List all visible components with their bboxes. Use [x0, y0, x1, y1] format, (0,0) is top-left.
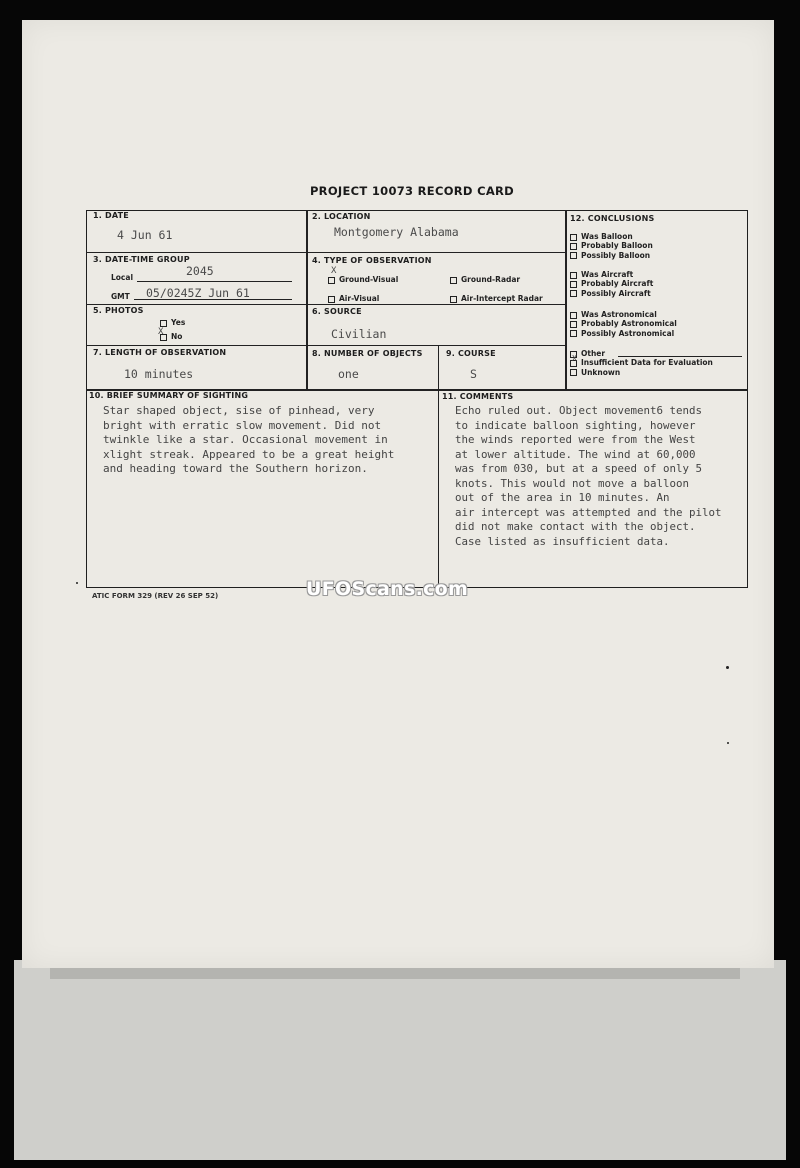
local-label: Local [111, 273, 134, 282]
length-value: 10 minutes [124, 367, 194, 381]
comments-line: out of the area in 10 minutes. An [455, 491, 670, 504]
option-air-intercept-radar: Air-Intercept Radar [450, 294, 543, 303]
underline [137, 281, 292, 282]
summary-line: twinkle like a star. Occasional movement in [103, 433, 388, 447]
comments-line: did not make contact with the object. [455, 520, 696, 533]
divider [565, 210, 567, 390]
checkbox-icon [570, 330, 577, 337]
summary-text [103, 404, 394, 477]
summary-line: bright with erratic slow movement. Did not [103, 418, 382, 432]
comments-line: was from 030, but at a speed of only 5 [455, 462, 703, 475]
checkbox-icon [328, 277, 335, 284]
length-label: 7. LENGTH OF OBSERVATION [93, 348, 227, 357]
summary-line: Star shaped object, sise of pinhead, very [103, 404, 375, 417]
gmt-value: 05/0245Z Jun 61 [146, 286, 250, 300]
checkbox-icon [570, 290, 577, 297]
checkbox-icon [570, 281, 577, 288]
conclusions-group-other: Other Insufficient Data for Evaluation Unknown [570, 349, 750, 377]
comments-line: air intercept was attempted and the pilot [455, 505, 722, 519]
location-label: 2. LOCATION [312, 212, 371, 221]
objects-label: 8. NUMBER OF OBJECTS [312, 349, 423, 358]
checkbox-icon [160, 320, 167, 327]
comments-line: at lower altitude. The wind at 60,000 [455, 447, 696, 461]
conclusions-group-astronomical: Was Astronomical Probably Astronomical Possibly Astronomical [570, 310, 750, 338]
checkbox-icon [570, 243, 577, 250]
check-mark: X [158, 327, 164, 337]
comments-line: to indicate balloon sighting, however [455, 418, 696, 432]
comments-line: the winds reported were from the West [455, 433, 696, 446]
speck [726, 666, 729, 669]
option-ground-visual: Ground-Visual [328, 275, 398, 284]
lower-sheet [14, 960, 786, 1160]
checkbox-icon [570, 252, 577, 259]
course-label: 9. COURSE [446, 349, 496, 358]
checkbox-icon [450, 296, 457, 303]
comments-label: 11. COMMENTS [442, 392, 514, 401]
summary-label: 10. BRIEF SUMMARY OF SIGHTING [89, 391, 249, 400]
course-value: S [470, 367, 477, 381]
divider [86, 304, 566, 305]
checkbox-icon [570, 369, 577, 376]
watermark: UFOScans.com [306, 578, 469, 600]
comments-line: Case listed as insufficient data. [455, 534, 670, 548]
divider [86, 252, 566, 253]
conclusions-label: 12. CONCLUSIONS [570, 214, 655, 223]
divider [86, 345, 566, 346]
photos-label: 5. PHOTOS [93, 306, 144, 315]
photos-yes: Yes [160, 318, 185, 327]
source-label: 6. SOURCE [312, 307, 362, 316]
checkbox-icon [570, 321, 577, 328]
speck [76, 582, 78, 584]
photos-no: No [160, 332, 182, 341]
speck [727, 742, 729, 744]
date-value: 4 Jun 61 [117, 228, 173, 242]
checkbox-icon [328, 296, 335, 303]
comments-text [455, 404, 722, 549]
divider [438, 345, 439, 588]
check-mark: X [572, 354, 577, 363]
conclusions-group-aircraft: Was Aircraft Probably Aircraft Possibly Aircraft [570, 270, 750, 298]
card-title: PROJECT 10073 RECORD CARD [309, 184, 515, 198]
checkbox-icon [570, 234, 577, 241]
local-value: 2045 [186, 264, 214, 278]
option-air-visual: Air-Visual [328, 294, 379, 303]
gmt-label: GMT [111, 292, 130, 301]
option-ground-radar: Ground-Radar [450, 275, 520, 284]
checkbox-icon [450, 277, 457, 284]
check-mark: X [331, 266, 337, 276]
conclusions-group-balloon: Was Balloon Probably Balloon Possibly Balloon [570, 232, 750, 260]
comments-line: knots. This would not move a balloon [455, 476, 690, 490]
checkbox-icon [570, 312, 577, 319]
checkbox-icon [570, 272, 577, 279]
summary-line: and heading toward the Southern horizon. [103, 462, 368, 476]
datetime-label: 3. DATE-TIME GROUP [93, 255, 190, 264]
underline [618, 356, 742, 357]
divider [306, 210, 308, 389]
source-value: Civilian [331, 327, 387, 341]
date-label: 1. DATE [93, 211, 129, 220]
objects-value: one [338, 367, 359, 381]
summary-line: xlight streak. Appeared to be a great height [103, 447, 395, 461]
comments-line: Echo ruled out. Object movement6 tends [455, 404, 703, 417]
form-id: ATIC FORM 329 (REV 26 SEP 52) [92, 592, 219, 600]
observation-type-label: 4. TYPE OF OBSERVATION [312, 256, 432, 265]
location-value: Montgomery Alabama [334, 225, 459, 239]
